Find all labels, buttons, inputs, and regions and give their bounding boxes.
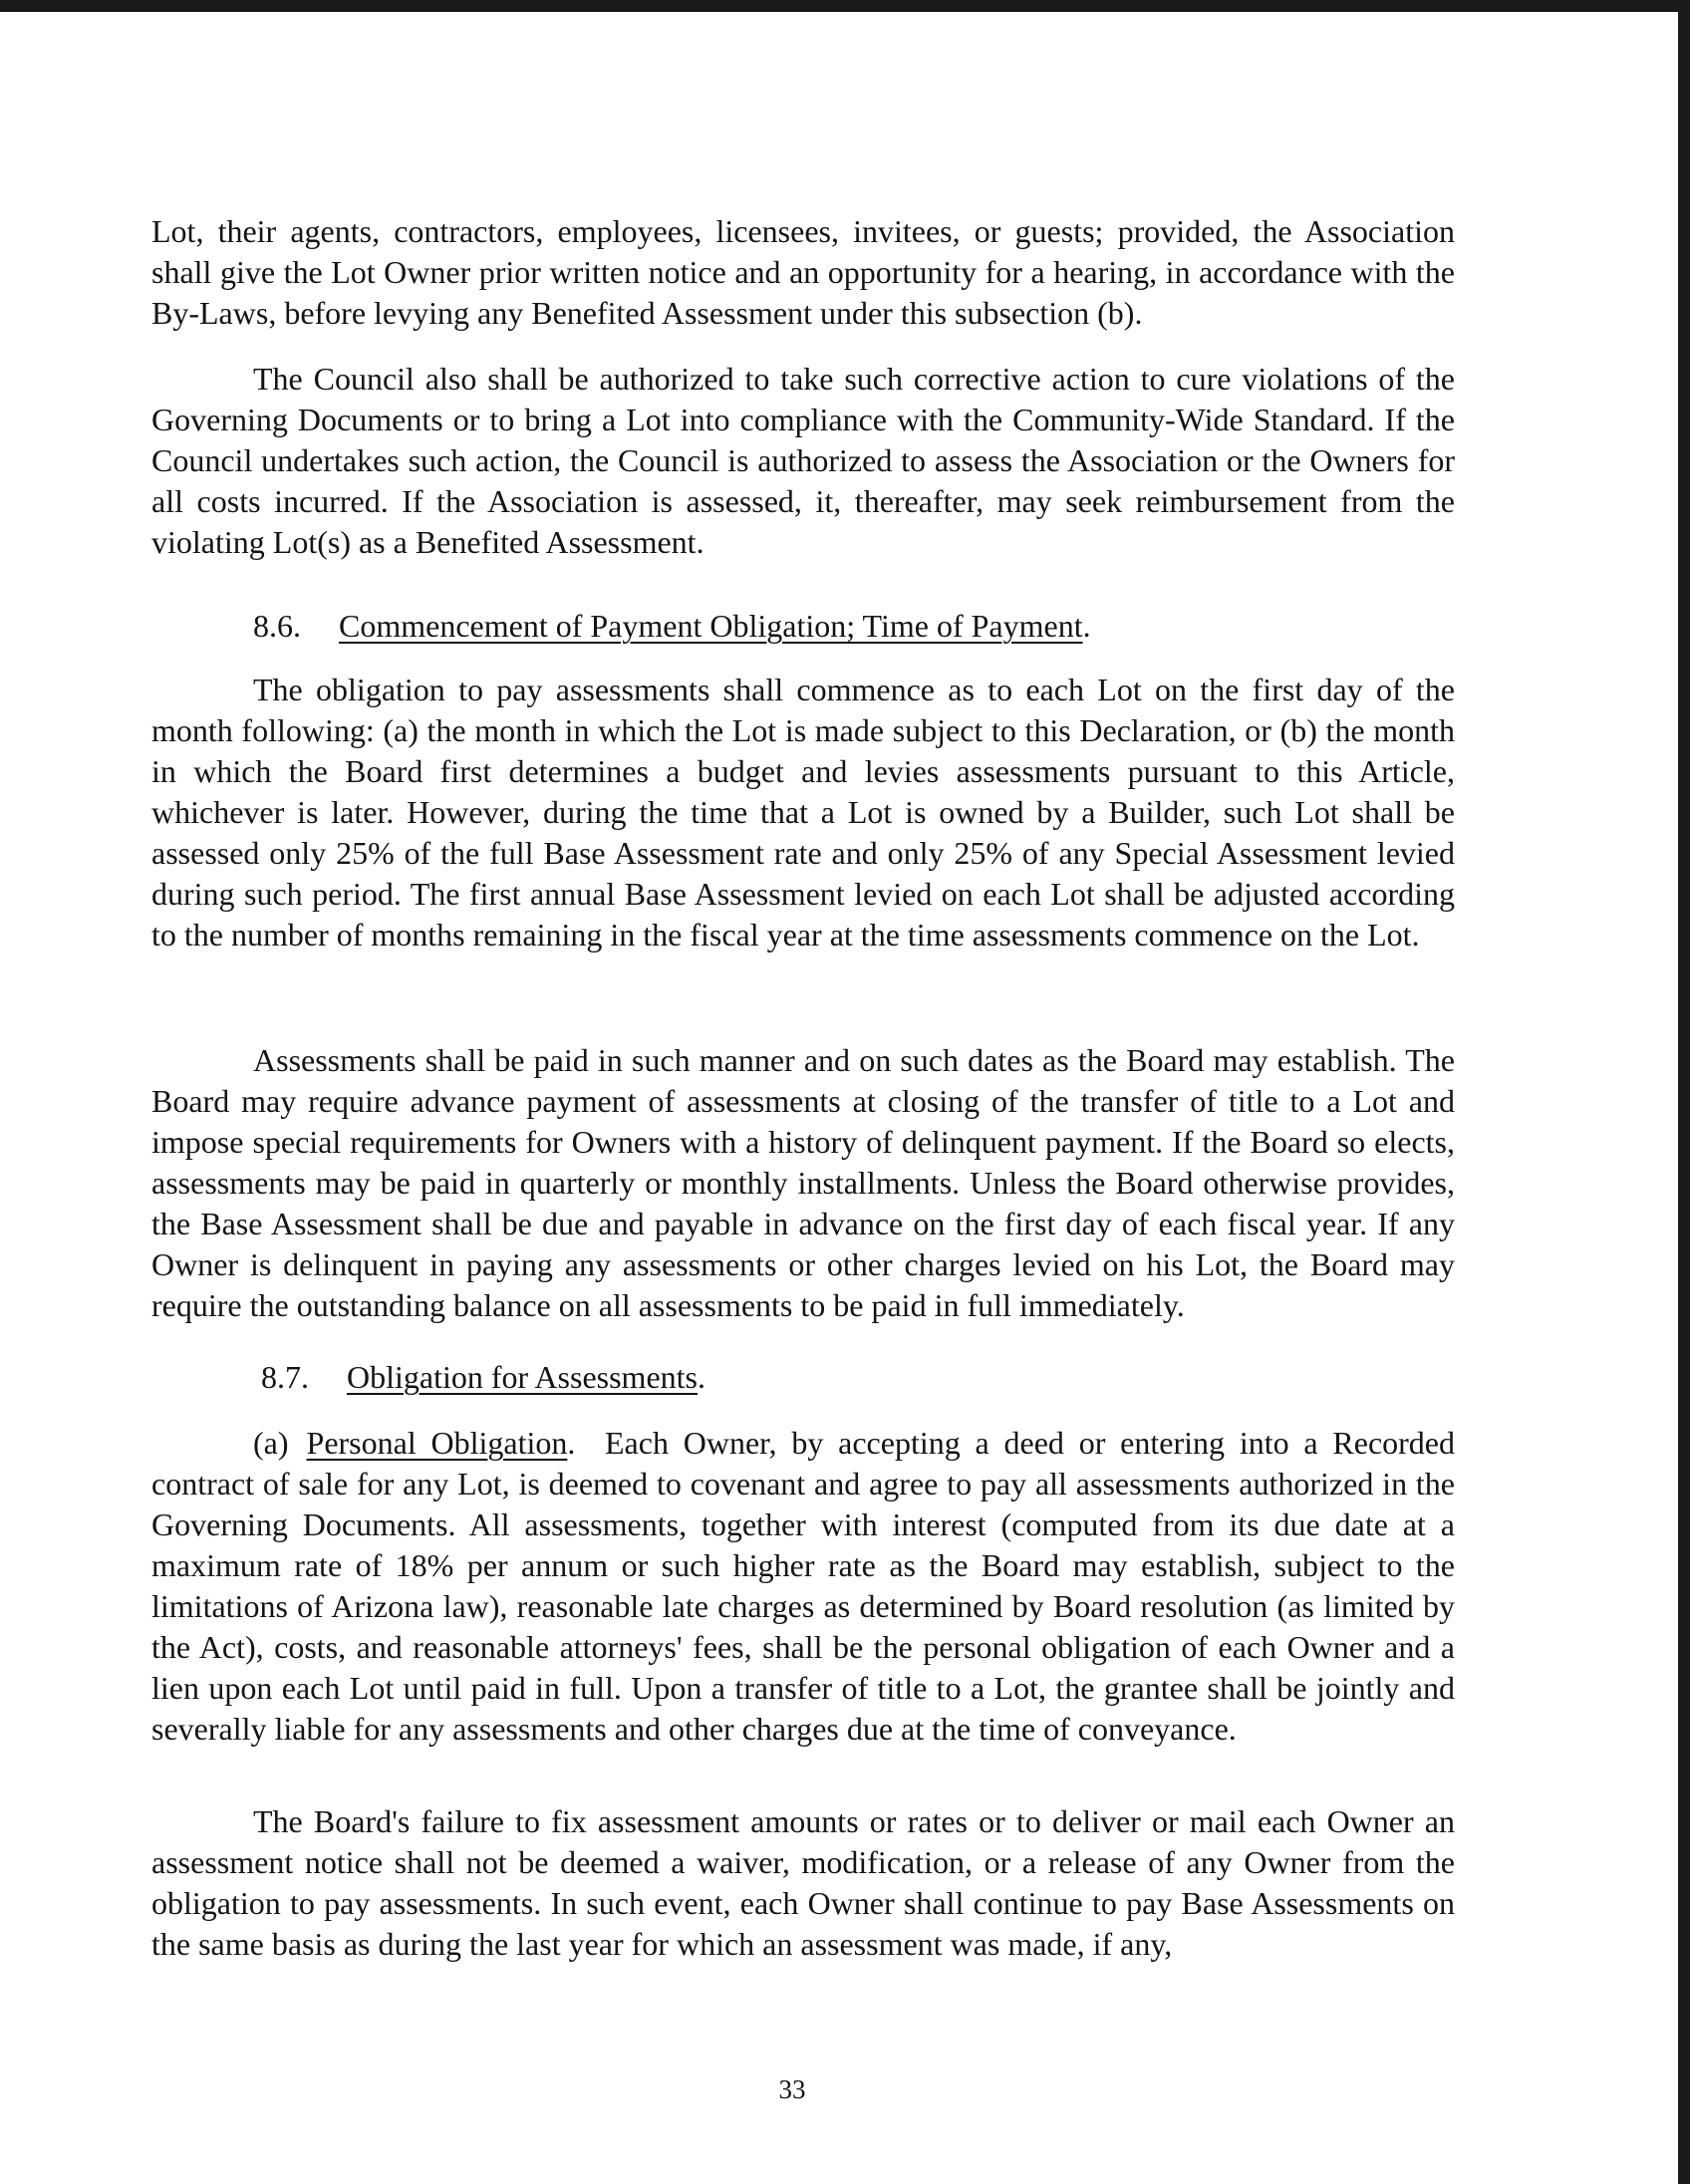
paragraph-council-corrective-action: The Council also shall be authorized to take such corrective action to cure violations of the Governing Documents or to bring a Lot into compliance with the Community-Wide Standard. If the Council undertakes such action, the Council is authorized to assess the Association or the Owners for all costs incurred. If the Association is assessed, it, thereafter, may seek reimbursement from the violating Lot(s) as a Benefited Assessment. — [151, 361, 1455, 560]
paragraph-commencement-obligation: The obligation to pay assessments shall commence as to each Lot on the first day of the month following: (a) the month in which the Lot is made subject to this Declaration, or (b) the month in which the Board first determines a budget and levies assessments pursuant to this Article, whichever is later. However, during the time that a Lot is owned by a Builder, such Lot shall be assessed only 25% of the full Base Assessment rate and only 25% of any Special Assessment levied during such period. The first annual Base Assessment levied on each Lot shall be adjusted according to the number of months remaining in the fiscal year at the time assessments commence on the Lot. — [151, 672, 1455, 953]
scan-edge-right — [1678, 0, 1690, 2184]
page-number: 33 — [778, 2074, 806, 2104]
section-number: 8.7. — [261, 1359, 309, 1395]
section-title-period: . — [1082, 608, 1091, 644]
subsection-title: Personal Obligation — [306, 1425, 568, 1461]
section-title-period: . — [697, 1359, 705, 1395]
subsection-label: (a) — [253, 1425, 289, 1461]
paragraph-benefited-assessment-continuation: Lot, their agents, contractors, employees, licensees, invitees, or guests; provided, the Association shall give the Lot Owner prior written notice and an opportunity for a hearing, in accordance with the By-Laws, before levying any Benefited Assessment under this subsection (b). — [151, 213, 1455, 331]
paragraph-board-failure: The Board's failure to fix assessment amounts or rates or to deliver or mail each Owner an assessment notice shall not be deemed a waiver, modification, or a release of any Owner from the obligation to pay assessments. In such event, each Owner shall continue to pay Base Assessments on the same basis as during the last year for which an assessment was made, if any, — [151, 1803, 1455, 1962]
section-number: 8.6. — [253, 608, 301, 644]
subsection-body: Each Owner, by accepting a deed or entering into a Recorded contract of sale for any Lot, is deemed to covenant and agree to pay all assessments authorized in the Governing Documents. All assessments, together with interest (computed from its due date at a maximum rate of 18% per annum or such higher rate as the Board may establish, subject to the limitations of Arizona law), reasonable late charges as determined by Board resolution (as limited by the Act), costs, and reasonable attorneys' fees, shall be the personal obligation of each Owner and a lien upon each Lot until paid in full. Upon a transfer of title to a Lot, the grantee shall be jointly and severally liable for any assessments and other charges due at the time of conveyance. — [151, 1425, 1455, 1747]
paragraph-payment-manner: Assessments shall be paid in such manner and on such dates as the Board may establish. The Board may require advance payment of assessments at closing of the transfer of title to a Lot and impose special requirements for Owners with a history of delinquent payment. If the Board so elects, assessments may be paid in quarterly or monthly installments. Unless the Board otherwise provides, the Base Assessment shall be due and payable in advance on the first day of each fiscal year. If any Owner is delinquent in paying any assessments or other charges levied on his Lot, the Board may require the outstanding balance on all assessments to be paid in full immediately. — [151, 1042, 1455, 1323]
section-heading-8-6 — [253, 606, 1091, 647]
subsection-title-period: . — [567, 1425, 576, 1461]
section-title: Obligation for Assessments — [347, 1359, 698, 1395]
section-title: Commencement of Payment Obligation; Time of Payment — [339, 608, 1083, 644]
paragraph-personal-obligation — [151, 1423, 1455, 1750]
section-heading-8-7 — [261, 1357, 705, 1398]
scan-edge-top — [0, 0, 1690, 12]
